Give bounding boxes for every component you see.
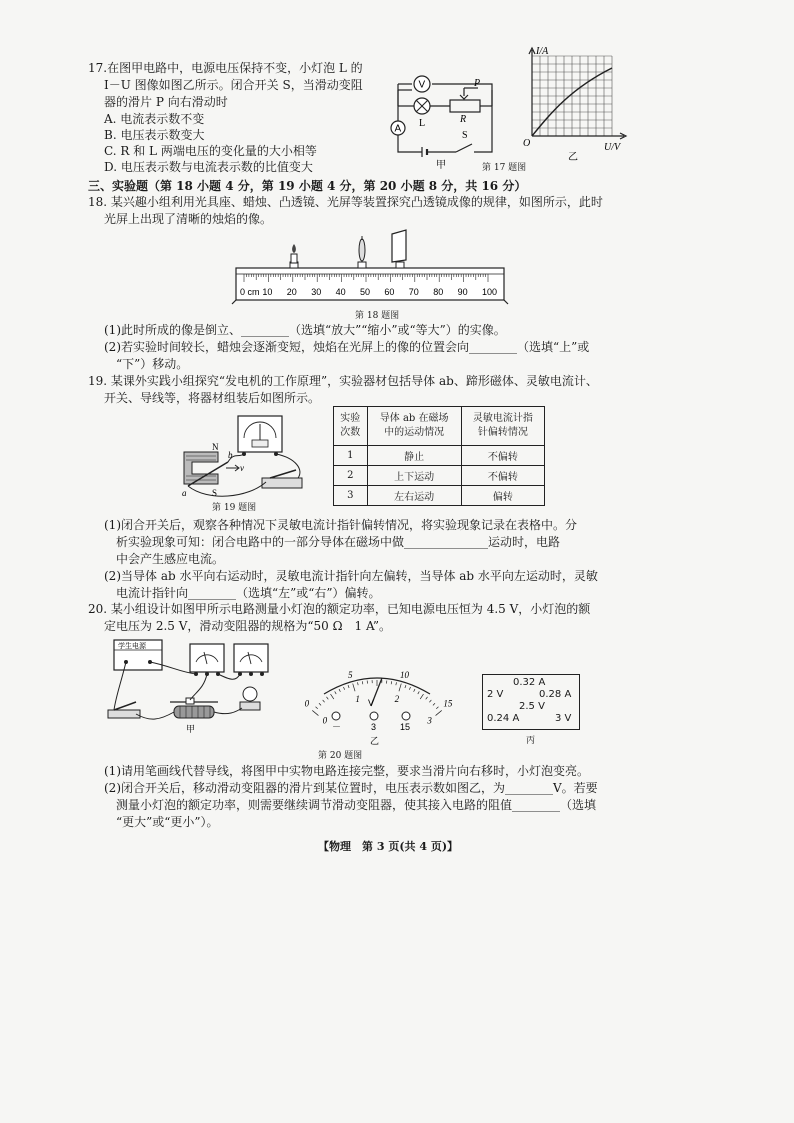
table-header-cell: 实验 次数 xyxy=(334,407,368,446)
q20-caption: 第 20 题图 xyxy=(318,751,363,761)
table-header-cell: 导体 ab 在磁场 中的运动情况 xyxy=(367,407,461,446)
q20-data-value: 0.28 A xyxy=(539,689,572,700)
q20-dial-lower-label: 2 xyxy=(394,693,400,704)
table-cell: 静止 xyxy=(367,446,461,466)
q20-dial-lower-label: 3 xyxy=(427,715,432,726)
table-cell: 偏转 xyxy=(461,486,544,506)
q17-option-a: A. 电流表示数不变 xyxy=(104,112,205,126)
q19-sub1-line1: (1)闭合开关后，观察各种情况下灵敏电流计指针偏转情况，将实验现象记录在表格中。分 xyxy=(104,518,578,532)
table-header-cell: 灵敏电流计指 针偏转情况 xyxy=(461,407,544,446)
q20-data-value: 2.5 V xyxy=(519,701,545,712)
q19-magnet-s-label: S xyxy=(212,488,218,498)
q20-data-value: 3 V xyxy=(555,713,572,724)
q18-scale-label: 90 xyxy=(457,287,468,297)
q18-stem-line1: 18. 某兴趣小组利用光具座、蜡烛、凸透镜、光屏等装置探究凸透镜成像的规律，如图所示，此时 xyxy=(88,195,603,209)
q17-fig-yi-label: 乙 xyxy=(568,152,578,163)
q20-stem-line2: 定电压为 2.5 V，滑动变阻器的规格为“50 Ω 1 A”。 xyxy=(104,619,392,633)
q20-terminal-15: 15 xyxy=(400,722,411,732)
q17-lamp-label: L xyxy=(419,118,426,129)
q19-generator-diagram xyxy=(178,412,310,502)
q17-stem-line2: I－U 图像如图乙所示。闭合开关 S，当滑动变阻 xyxy=(104,78,363,92)
q19-point-a-label: a xyxy=(182,488,187,498)
q17-option-b: B. 电压表示数变大 xyxy=(104,128,205,142)
q18-scale-label: 30 xyxy=(311,287,322,297)
q17-option-d: D. 电压表示数与电流表示数的比值变大 xyxy=(104,160,313,174)
q18-scale-label: 20 xyxy=(286,287,297,297)
table-cell: 1 xyxy=(334,446,368,466)
q20-dial-lower-label: 1 xyxy=(355,693,360,704)
q20-dial-unit: V xyxy=(368,698,375,708)
q20-data-box xyxy=(482,674,580,730)
page-footer: 【物理 第 3 页(共 4 页)】 xyxy=(318,840,459,853)
q20-voltmeter-dial xyxy=(304,654,453,747)
q17-stem-line1: 17.在图甲电路中，电源电压保持不变，小灯泡 L 的 xyxy=(88,61,363,75)
q17-x-axis-label: U/V xyxy=(604,142,621,153)
table-cell: 不偏转 xyxy=(461,446,544,466)
q20-sub2-line1: (2)闭合开关后，移动滑动变阻器的滑片到某位置时，电压表示数如图乙，为________V。若要 xyxy=(104,781,598,795)
q17-caption: 第 17 题图 xyxy=(482,163,527,173)
q18-caption: 第 18 题图 xyxy=(355,311,400,321)
table-row xyxy=(334,466,545,486)
table-row xyxy=(334,486,545,506)
q20-psu-label: 学生电源 xyxy=(118,642,146,650)
q20-dial-upper-label: 15 xyxy=(443,698,453,709)
q19-sub1-line2: 析实验现象可知：闭合电路中的一部分导体在磁场中做______________运动时，电路 xyxy=(116,535,561,549)
q17-ammeter-label: A xyxy=(394,123,402,135)
q18-scale-label: 60 xyxy=(384,287,395,297)
q19-point-b-label: b xyxy=(228,450,233,460)
q20-dial-upper-label: 0 xyxy=(304,698,310,709)
q18-sub2-line2: “下”）移动。 xyxy=(116,357,189,371)
q19-magnet-n-label: N xyxy=(212,442,219,452)
q18-sub1: (1)此时所成的像是倒立、________（选填“放大”“缩小”或“等大”）的实像。 xyxy=(104,323,506,337)
q18-sub2-line1: (2)若实验时间较长，蜡烛会逐渐变短，烛焰在光屏上的像的位置会向________（选填“上”或 xyxy=(104,340,590,354)
q18-scale-label: 0 cm xyxy=(240,287,260,297)
q17-iu-graph xyxy=(520,44,646,162)
q17-option-c: C. R 和 L 两端电压的变化量的大小相等 xyxy=(104,144,317,158)
q18-stem-line2: 光屏上出现了清晰的烛焰的像。 xyxy=(104,212,273,226)
q17-origin-label: O xyxy=(523,138,531,149)
q18-scale-label: 10 xyxy=(262,287,273,297)
q18-scale-label: 50 xyxy=(360,287,371,297)
q20-sub2-line3: “更大”或“更小”）。 xyxy=(116,815,219,829)
q20-terminal-minus: － xyxy=(332,722,342,732)
q20-terminal-3: 3 xyxy=(371,722,377,732)
table-row xyxy=(334,446,545,466)
q20-physical-circuit xyxy=(100,636,290,734)
q17-slider-label: P xyxy=(474,78,481,89)
q19-stem-line1: 19. 某课外实践小组探究“发电机的工作原理”，实验器材包括导体 ab、蹄形磁体、灵敏电流计、 xyxy=(88,374,598,388)
q20-dial-upper-label: 10 xyxy=(400,669,410,680)
q17-y-axis-label: I/A xyxy=(536,46,549,57)
q19-sub2-line2: 电流计指针向________（选填“左”或“右”）偏转。 xyxy=(116,586,381,600)
q17-circuit-diagram xyxy=(384,68,508,170)
q20-dial-lower-label: 0 xyxy=(322,715,328,726)
table-cell: 左右运动 xyxy=(367,486,461,506)
q19-sub1-line3: 中会产生感应电流。 xyxy=(116,552,225,566)
q20-fig-bing-label: 丙 xyxy=(526,736,536,746)
table-cell: 上下运动 xyxy=(367,466,461,486)
q18-optical-bench xyxy=(230,228,510,306)
q18-scale-label: 100 xyxy=(482,287,498,297)
q18-scale-label: 80 xyxy=(433,287,444,297)
q17-fig-jia-label: 甲 xyxy=(436,160,446,171)
q19-results-table xyxy=(333,406,545,506)
q20-stem-line1: 20. 某小组设计如图甲所示电路测量小灯泡的额定功率，已知电源电压恒为 4.5 V，小灯泡的额 xyxy=(88,602,591,616)
q19-caption: 第 19 题图 xyxy=(212,503,257,513)
table-cell: 不偏转 xyxy=(461,466,544,486)
q18-scale-label: 70 xyxy=(408,287,419,297)
q17-rheostat-label: R xyxy=(460,114,467,125)
q18-scale-label: 40 xyxy=(335,287,346,297)
q20-sub1: (1)请用笔画线代替导线，将图甲中实物电路连接完整，要求当滑片向右移时，小灯泡变亮。 xyxy=(104,764,590,778)
q20-dial-upper-label: 5 xyxy=(347,669,353,680)
q20-fig-yi-label: 乙 xyxy=(370,737,380,747)
q20-fig-jia-label: 甲 xyxy=(186,725,196,735)
q17-stem-line3: 器的滑片 P 向右滑动时 xyxy=(104,95,228,109)
q20-sub2-line2: 测量小灯泡的额定功率，则需要继续调节滑动变阻器，使其接入电路的阻值________（选填 xyxy=(116,798,597,812)
q20-data-value: 0.32 A xyxy=(513,677,546,688)
q17-voltmeter-label: V xyxy=(418,79,426,91)
section-3-heading: 三、实验题（第 18 小题 4 分，第 19 小题 4 分，第 20 小题 8 分，共 16 分） xyxy=(88,179,527,193)
table-cell: 3 xyxy=(334,486,368,506)
q20-data-value: 0.24 A xyxy=(487,713,520,724)
q19-stem-line2: 开关、导线等，将器材组装后如图所示。 xyxy=(104,391,321,405)
q19-sub2-line1: (2)当导体 ab 水平向右运动时，灵敏电流计指针向左偏转，当导体 ab 水平向左运动时，灵敏 xyxy=(104,569,598,583)
q20-data-value: 2 V xyxy=(487,689,504,700)
table-cell: 2 xyxy=(334,466,368,486)
q17-switch-label: S xyxy=(462,130,468,141)
q19-velocity-label: v xyxy=(240,463,244,473)
